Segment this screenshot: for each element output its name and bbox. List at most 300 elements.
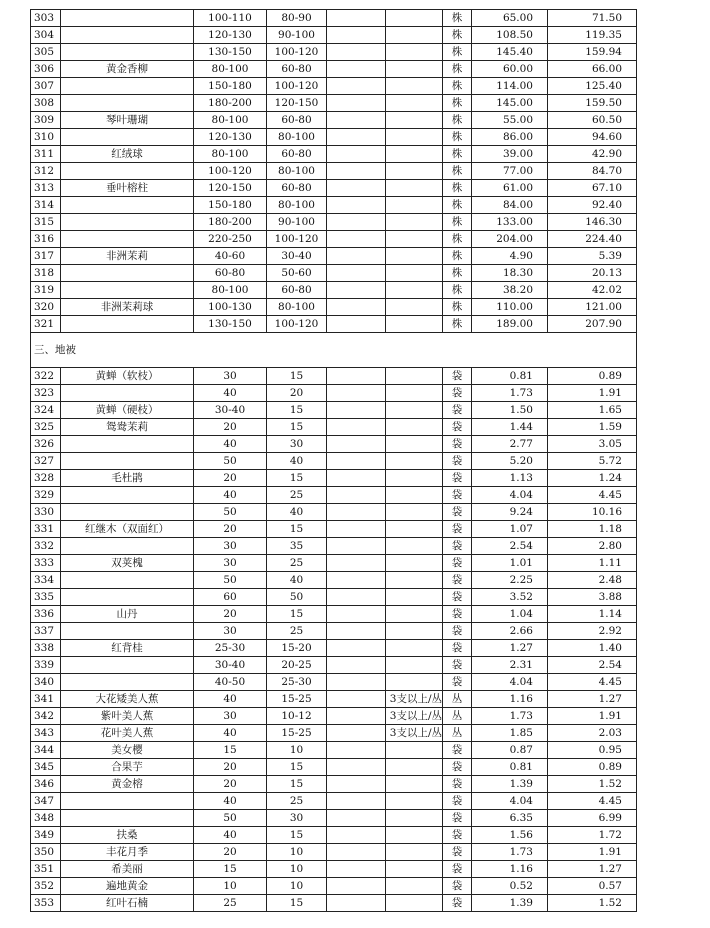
blank-cell-cell [327,27,386,44]
remark-cell [386,10,443,27]
price-2-cell: 146.30 [548,214,637,231]
unit-cell: 袋 [443,810,472,827]
unit-cell: 袋 [443,453,472,470]
unit-cell: 丛 [443,691,472,708]
price-2-cell: 0.89 [548,759,637,776]
blank-cell-cell [327,640,386,657]
blank-cell-cell [327,776,386,793]
unit-cell: 丛 [443,708,472,725]
unit-cell: 袋 [443,436,472,453]
row-number-cell: 307 [31,78,61,95]
height-spec-cell: 20 [194,521,267,538]
unit-cell: 袋 [443,470,472,487]
remark-cell [386,214,443,231]
height-spec-cell: 100-110 [194,10,267,27]
height-spec-cell: 80-100 [194,282,267,299]
price-2-cell: 1.24 [548,470,637,487]
plant-name-cell: 山丹 [61,606,194,623]
crown-spec-cell: 60-80 [267,180,327,197]
price-1-cell: 84.00 [472,197,548,214]
plant-name-cell [61,589,194,606]
unit-cell: 株 [443,78,472,95]
crown-spec-cell: 80-90 [267,10,327,27]
remark-cell [386,61,443,78]
plant-name-cell [61,129,194,146]
row-number-cell: 349 [31,827,61,844]
crown-spec-cell: 60-80 [267,282,327,299]
price-1-cell: 2.31 [472,657,548,674]
remark-cell [386,674,443,691]
unit-cell: 株 [443,44,472,61]
unit-cell: 株 [443,282,472,299]
height-spec-cell: 20 [194,759,267,776]
remark-cell [386,27,443,44]
crown-spec-cell: 15 [267,402,327,419]
crown-spec-cell: 25 [267,623,327,640]
price-1-cell: 1.73 [472,708,548,725]
table-row [31,61,637,78]
plant-name-cell: 黄金榕 [61,776,194,793]
remark-cell [386,589,443,606]
plant-name-cell [61,674,194,691]
remark-cell [386,555,443,572]
table-row [31,419,637,436]
table-row [31,197,637,214]
remark-cell [386,436,443,453]
crown-spec-cell: 15 [267,419,327,436]
price-1-cell: 0.81 [472,759,548,776]
height-spec-cell: 20 [194,606,267,623]
price-2-cell: 6.99 [548,810,637,827]
price-2-cell: 1.52 [548,776,637,793]
blank-cell-cell [327,810,386,827]
price-1-cell: 204.00 [472,231,548,248]
crown-spec-cell: 20 [267,385,327,402]
blank-cell-cell [327,674,386,691]
price-2-cell: 0.57 [548,878,637,895]
unit-cell: 株 [443,180,472,197]
table-row [31,95,637,112]
blank-cell-cell [327,95,386,112]
blank-cell-cell [327,231,386,248]
blank-cell-cell [327,691,386,708]
remark-cell [386,265,443,282]
crown-spec-cell: 80-100 [267,197,327,214]
unit-cell: 株 [443,316,472,333]
price-2-cell: 10.16 [548,504,637,521]
plant-name-cell: 毛杜鹃 [61,470,194,487]
height-spec-cell: 120-130 [194,129,267,146]
table-row [31,538,637,555]
blank-cell-cell [327,214,386,231]
height-spec-cell: 120-130 [194,27,267,44]
table-row [31,572,637,589]
height-spec-cell: 150-180 [194,197,267,214]
height-spec-cell: 120-150 [194,180,267,197]
remark-cell [386,402,443,419]
remark-cell [386,759,443,776]
remark-cell [386,810,443,827]
row-number-cell: 331 [31,521,61,538]
unit-cell: 袋 [443,487,472,504]
price-2-cell: 67.10 [548,180,637,197]
height-spec-cell: 60-80 [194,265,267,282]
plant-name-cell: 黄蝉（硬枝） [61,402,194,419]
remark-cell [386,197,443,214]
blank-cell-cell [327,742,386,759]
remark-cell [386,129,443,146]
price-2-cell: 119.35 [548,27,637,44]
table-row [31,10,637,27]
crown-spec-cell: 25 [267,555,327,572]
remark-cell [386,368,443,385]
crown-spec-cell: 60-80 [267,61,327,78]
price-2-cell: 94.60 [548,129,637,146]
price-1-cell: 145.40 [472,44,548,61]
price-2-cell: 1.14 [548,606,637,623]
crown-spec-cell: 15 [267,759,327,776]
plant-name-cell [61,385,194,402]
unit-cell: 株 [443,112,472,129]
row-number-cell: 341 [31,691,61,708]
height-spec-cell: 30-40 [194,402,267,419]
crown-spec-cell: 10 [267,844,327,861]
section-title: 三、地被 [31,333,637,368]
price-2-cell: 5.72 [548,453,637,470]
price-2-cell: 1.72 [548,827,637,844]
price-1-cell: 39.00 [472,146,548,163]
plant-name-cell: 琴叶珊瑚 [61,112,194,129]
price-1-cell: 55.00 [472,112,548,129]
row-number-cell: 324 [31,402,61,419]
price-1-cell: 4.04 [472,487,548,504]
blank-cell-cell [327,606,386,623]
row-number-cell: 352 [31,878,61,895]
row-number-cell: 312 [31,163,61,180]
unit-cell: 株 [443,231,472,248]
plant-name-cell [61,214,194,231]
unit-cell: 株 [443,265,472,282]
height-spec-cell: 50 [194,504,267,521]
table-row [31,657,637,674]
plant-name-cell: 美女樱 [61,742,194,759]
height-spec-cell: 20 [194,470,267,487]
price-1-cell: 2.66 [472,623,548,640]
crown-spec-cell: 50 [267,589,327,606]
table-row [31,299,637,316]
plant-name-cell [61,163,194,180]
row-number-cell: 342 [31,708,61,725]
table-row [31,146,637,163]
height-spec-cell: 30 [194,368,267,385]
price-2-cell: 20.13 [548,265,637,282]
unit-cell: 袋 [443,572,472,589]
unit-cell: 袋 [443,674,472,691]
price-1-cell: 1.73 [472,385,548,402]
remark-cell [386,316,443,333]
price-1-cell: 1.56 [472,827,548,844]
price-1-cell: 2.25 [472,572,548,589]
height-spec-cell: 50 [194,810,267,827]
crown-spec-cell: 15 [267,606,327,623]
row-number-cell: 330 [31,504,61,521]
crown-spec-cell: 40 [267,453,327,470]
price-2-cell: 60.50 [548,112,637,129]
price-table [30,9,637,912]
price-1-cell: 1.44 [472,419,548,436]
price-1-cell: 145.00 [472,95,548,112]
table-row [31,623,637,640]
price-2-cell: 224.40 [548,231,637,248]
height-spec-cell: 30 [194,538,267,555]
blank-cell-cell [327,436,386,453]
price-2-cell: 1.40 [548,640,637,657]
price-2-cell: 2.80 [548,538,637,555]
row-number-cell: 339 [31,657,61,674]
crown-spec-cell: 30 [267,810,327,827]
height-spec-cell: 100-130 [194,299,267,316]
height-spec-cell: 130-150 [194,44,267,61]
height-spec-cell: 30 [194,708,267,725]
price-2-cell: 92.40 [548,197,637,214]
row-number-cell: 303 [31,10,61,27]
row-number-cell: 347 [31,793,61,810]
plant-name-cell: 合果芋 [61,759,194,776]
unit-cell: 株 [443,27,472,44]
plant-name-cell: 黄蝉（软枝） [61,368,194,385]
plant-name-cell: 红绒球 [61,146,194,163]
row-number-cell: 333 [31,555,61,572]
table-section-groundcover [31,368,637,912]
height-spec-cell: 220-250 [194,231,267,248]
remark-cell [386,470,443,487]
price-1-cell: 1.01 [472,555,548,572]
crown-spec-cell: 90-100 [267,27,327,44]
row-number-cell: 340 [31,674,61,691]
price-2-cell: 2.03 [548,725,637,742]
remark-cell [386,521,443,538]
price-2-cell: 2.54 [548,657,637,674]
height-spec-cell: 40 [194,487,267,504]
table-row [31,368,637,385]
height-spec-cell: 20 [194,844,267,861]
blank-cell-cell [327,402,386,419]
plant-name-cell [61,231,194,248]
price-1-cell: 60.00 [472,61,548,78]
blank-cell-cell [327,657,386,674]
table-row [31,827,637,844]
unit-cell: 株 [443,61,472,78]
price-1-cell: 108.50 [472,27,548,44]
crown-spec-cell: 50-60 [267,265,327,282]
crown-spec-cell: 90-100 [267,214,327,231]
price-1-cell: 0.81 [472,368,548,385]
row-number-cell: 304 [31,27,61,44]
row-number-cell: 306 [31,61,61,78]
table-row [31,725,637,742]
row-number-cell: 348 [31,810,61,827]
price-1-cell: 38.20 [472,282,548,299]
plant-name-cell [61,657,194,674]
plant-name-cell [61,572,194,589]
unit-cell: 株 [443,129,472,146]
price-1-cell: 133.00 [472,214,548,231]
price-1-cell: 1.39 [472,895,548,912]
blank-cell-cell [327,368,386,385]
table-row [31,555,637,572]
unit-cell: 袋 [443,742,472,759]
crown-spec-cell: 15-25 [267,725,327,742]
height-spec-cell: 40 [194,793,267,810]
height-spec-cell: 180-200 [194,95,267,112]
crown-spec-cell: 15-25 [267,691,327,708]
row-number-cell: 329 [31,487,61,504]
crown-spec-cell: 40 [267,504,327,521]
crown-spec-cell: 100-120 [267,44,327,61]
crown-spec-cell: 10 [267,742,327,759]
remark-cell [386,623,443,640]
plant-name-cell: 紫叶美人蕉 [61,708,194,725]
row-number-cell: 326 [31,436,61,453]
height-spec-cell: 30 [194,623,267,640]
unit-cell: 株 [443,248,472,265]
blank-cell-cell [327,895,386,912]
price-2-cell: 2.48 [548,572,637,589]
unit-cell: 株 [443,197,472,214]
blank-cell-cell [327,248,386,265]
remark-cell [386,827,443,844]
blank-cell-cell [327,453,386,470]
row-number-cell: 338 [31,640,61,657]
plant-name-cell: 红叶石楠 [61,895,194,912]
remark-cell: 3支以上/丛 [386,691,443,708]
table-row [31,861,637,878]
table-row [31,708,637,725]
unit-cell: 株 [443,299,472,316]
plant-name-cell [61,95,194,112]
blank-cell-cell [327,299,386,316]
crown-spec-cell: 15-20 [267,640,327,657]
price-1-cell: 189.00 [472,316,548,333]
blank-cell-cell [327,385,386,402]
height-spec-cell: 25-30 [194,640,267,657]
price-2-cell: 71.50 [548,10,637,27]
blank-cell-cell [327,827,386,844]
table-row [31,112,637,129]
crown-spec-cell: 80-100 [267,129,327,146]
plant-name-cell: 非洲茉莉 [61,248,194,265]
remark-cell [386,640,443,657]
unit-cell: 袋 [443,861,472,878]
price-1-cell: 1.39 [472,776,548,793]
blank-cell-cell [327,163,386,180]
price-1-cell: 0.52 [472,878,548,895]
row-number-cell: 343 [31,725,61,742]
plant-name-cell [61,793,194,810]
plant-name-cell [61,197,194,214]
blank-cell-cell [327,61,386,78]
remark-cell [386,861,443,878]
plant-name-cell: 黄金香柳 [61,61,194,78]
height-spec-cell: 40 [194,385,267,402]
price-1-cell: 0.87 [472,742,548,759]
row-number-cell: 337 [31,623,61,640]
price-2-cell: 42.90 [548,146,637,163]
price-1-cell: 1.16 [472,691,548,708]
table-row [31,265,637,282]
plant-name-cell: 扶桑 [61,827,194,844]
height-spec-cell: 80-100 [194,112,267,129]
row-number-cell: 344 [31,742,61,759]
blank-cell-cell [327,623,386,640]
row-number-cell: 353 [31,895,61,912]
table-row [31,878,637,895]
crown-spec-cell: 25-30 [267,674,327,691]
price-1-cell: 4.04 [472,674,548,691]
price-2-cell: 3.05 [548,436,637,453]
price-2-cell: 84.70 [548,163,637,180]
table-row [31,742,637,759]
row-number-cell: 350 [31,844,61,861]
price-1-cell: 18.30 [472,265,548,282]
row-number-cell: 321 [31,316,61,333]
table-row [31,606,637,623]
unit-cell: 袋 [443,555,472,572]
height-spec-cell: 80-100 [194,146,267,163]
crown-spec-cell: 120-150 [267,95,327,112]
blank-cell-cell [327,555,386,572]
plant-name-cell: 红背桂 [61,640,194,657]
plant-name-cell [61,316,194,333]
height-spec-cell: 20 [194,776,267,793]
remark-cell [386,538,443,555]
price-1-cell: 2.54 [472,538,548,555]
table-row [31,793,637,810]
unit-cell: 袋 [443,521,472,538]
price-1-cell: 1.73 [472,844,548,861]
remark-cell [386,419,443,436]
crown-spec-cell: 15 [267,895,327,912]
plant-name-cell: 花叶美人蕉 [61,725,194,742]
table-row [31,231,637,248]
blank-cell-cell [327,78,386,95]
row-number-cell: 327 [31,453,61,470]
table-row [31,776,637,793]
height-spec-cell: 50 [194,453,267,470]
section-header-row [31,333,637,368]
row-number-cell: 311 [31,146,61,163]
crown-spec-cell: 15 [267,776,327,793]
price-2-cell: 121.00 [548,299,637,316]
price-2-cell: 1.11 [548,555,637,572]
table-row [31,759,637,776]
price-1-cell: 61.00 [472,180,548,197]
table-row [31,640,637,657]
plant-name-cell [61,265,194,282]
blank-cell-cell [327,538,386,555]
row-number-cell: 319 [31,282,61,299]
unit-cell: 袋 [443,538,472,555]
table-section-shrubs [31,10,637,333]
remark-cell [386,180,443,197]
price-2-cell: 1.65 [548,402,637,419]
remark-cell [386,742,443,759]
table-row [31,282,637,299]
table-row [31,436,637,453]
row-number-cell: 316 [31,231,61,248]
remark-cell [386,793,443,810]
plant-name-cell: 非洲茉莉球 [61,299,194,316]
